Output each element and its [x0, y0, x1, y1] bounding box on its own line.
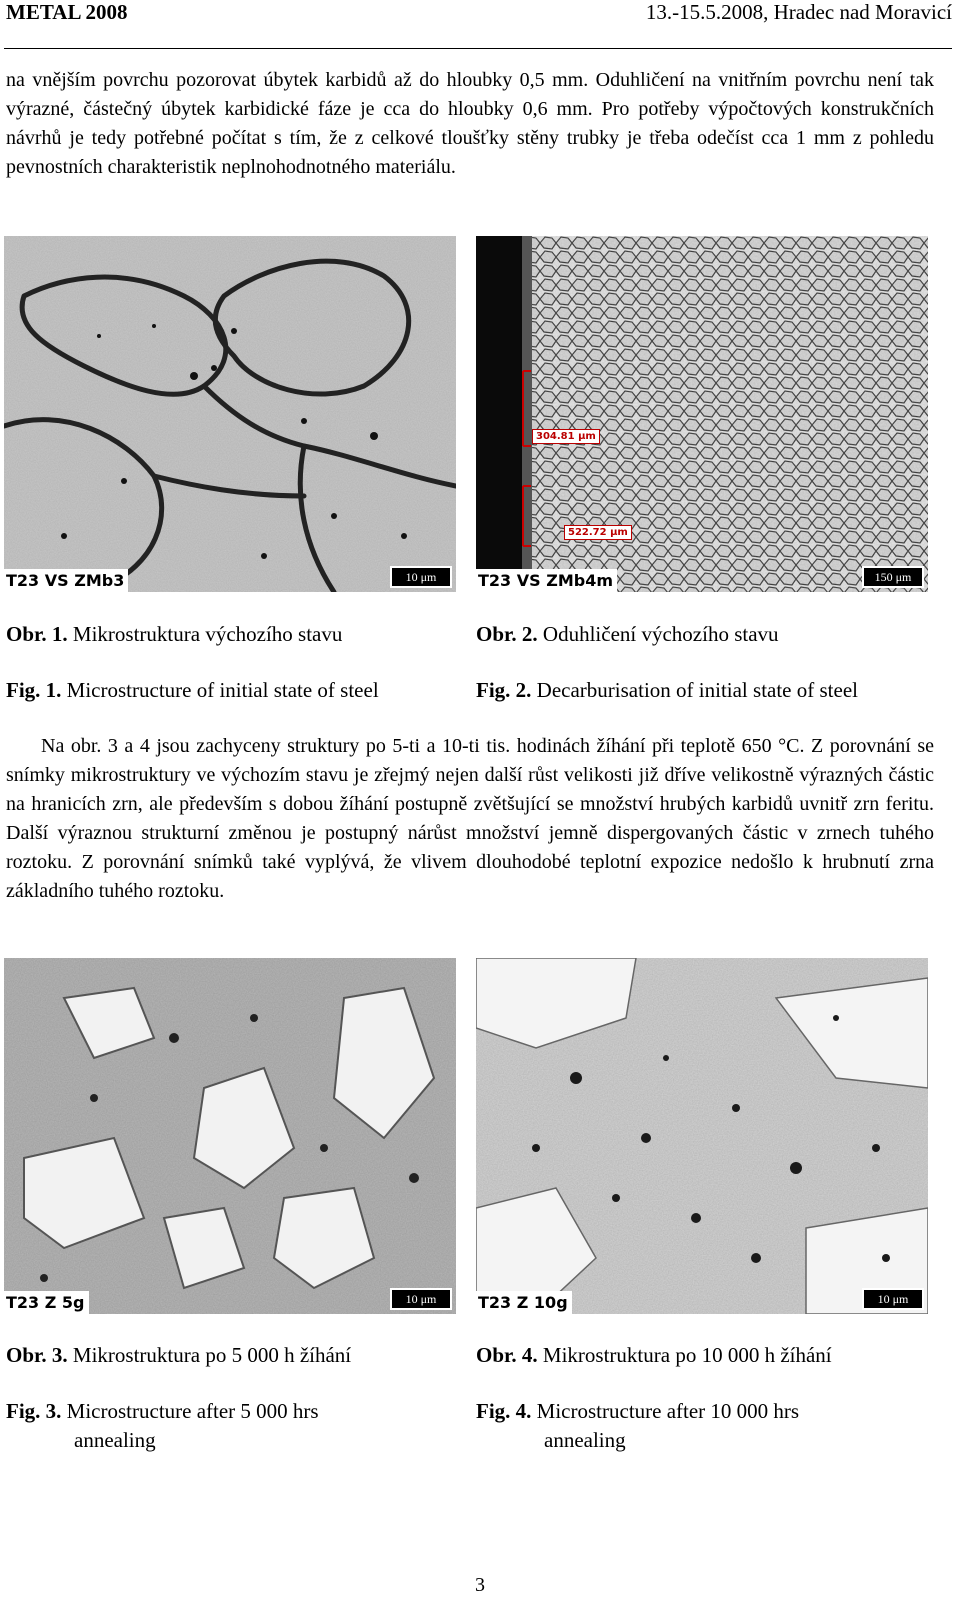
caption-number: Fig. 2.	[476, 678, 532, 702]
figure-4-micrograph	[476, 958, 928, 1314]
caption-text: Decarburisation of initial state of steel	[536, 678, 858, 702]
figure-3-caption-cz	[6, 1341, 351, 1370]
caption-number: Obr. 2.	[476, 622, 538, 646]
micrograph-image	[4, 236, 456, 592]
figure-1-caption-en	[6, 676, 379, 705]
figure-image-label: T23 Z 5g	[4, 1291, 89, 1314]
micrograph-image	[4, 958, 456, 1314]
micrograph-image	[476, 236, 928, 592]
caption-text: Microstructure after 5 000 hrs	[66, 1399, 319, 1423]
figure-2-caption-cz	[476, 620, 779, 649]
figure-1-caption-cz	[6, 620, 342, 649]
caption-text: Mikrostruktura po 5 000 h žíhání	[72, 1343, 352, 1367]
caption-text: Mikrostruktura po 10 000 h žíhání	[542, 1343, 832, 1367]
caption-text: Oduhličení výchozího stavu	[542, 622, 779, 646]
caption-number: Obr. 4.	[476, 1343, 538, 1367]
figure-4-caption-en-continued: annealing	[544, 1428, 626, 1452]
figure-3-micrograph	[4, 958, 456, 1314]
body-paragraph-2: Na obr. 3 a 4 jsou zachyceny struktury po 5-ti a 10-ti tis. hodinách žíhání při teplotě 650 °C. Z porovnání se snímky mikrostruktury ve výchozím stavu je zřejmý nejen další růst velikosti již dříve velikostně výrazných částic na hranicích zrn, ale především s dobou žíhání postupně zvětšující se množství hrubých karbidů uvnitř zrn feritu. Další výraznou strukturní změnou je postupný nárůst množství jemně dispergovaných částic v zrnech tuhého roztoku. Z porovnání snímků také vyplývá, že vlivem dlouhodobé teplotní expozice nedošlo k hrubnutí zrna základního tuhého roztoku.	[6, 735, 934, 902]
caption-number: Fig. 1.	[6, 678, 62, 702]
figure-image-label: T23 VS ZMb3	[4, 569, 128, 592]
caption-text: Microstructure of initial state of steel	[66, 678, 379, 702]
measurement-label: 522.72 μm	[564, 525, 632, 540]
caption-text: Mikrostruktura výchozího stavu	[72, 622, 343, 646]
scale-bar: 10 μm	[390, 1288, 452, 1310]
body-paragraph-1: na vnějším povrchu pozorovat úbytek karbidů až do hloubky 0,5 mm. Oduhličení na vnitřním povrchu není tak výrazné, částečný úbytek karbidické fáze je cca do hloubky 0,6 mm. Pro potřeby výpočtových konstrukčních návrhů je tedy potřebné počítat s tím, že z celkové tloušťky stěny trubky je třeba odečíst cca 1 mm z pohledu pevnostních charakteristik neplnohodnotného materiálu.	[6, 69, 934, 178]
figure-4-caption-cz	[476, 1341, 832, 1370]
figure-2-caption-en	[476, 676, 858, 705]
figure-1-micrograph	[4, 236, 456, 592]
caption-number: Fig. 3.	[6, 1399, 62, 1423]
figure-image-label: T23 VS ZMb4m	[476, 569, 617, 592]
header-divider	[4, 48, 952, 49]
page-number: 3	[475, 1574, 485, 1596]
scale-bar: 10 μm	[390, 566, 452, 588]
figure-3-caption-en-continued: annealing	[74, 1428, 156, 1452]
caption-number: Fig. 4.	[476, 1399, 532, 1423]
caption-number: Obr. 3.	[6, 1343, 68, 1367]
figure-4-caption-en	[476, 1397, 799, 1426]
scale-bar: 150 μm	[862, 566, 924, 588]
micrograph-image	[476, 958, 928, 1314]
scale-bar: 10 μm	[862, 1288, 924, 1310]
measurement-label: 304.81 μm	[532, 429, 600, 444]
conference-title: METAL 2008	[6, 0, 128, 24]
figure-image-label: T23 Z 10g	[476, 1291, 572, 1314]
figure-2-micrograph	[476, 236, 928, 592]
figure-3-caption-en	[6, 1397, 319, 1426]
caption-number: Obr. 1.	[6, 622, 68, 646]
caption-text: Microstructure after 10 000 hrs	[536, 1399, 800, 1423]
conference-date-place: 13.-15.5.2008, Hradec nad Moravicí	[645, 0, 952, 24]
